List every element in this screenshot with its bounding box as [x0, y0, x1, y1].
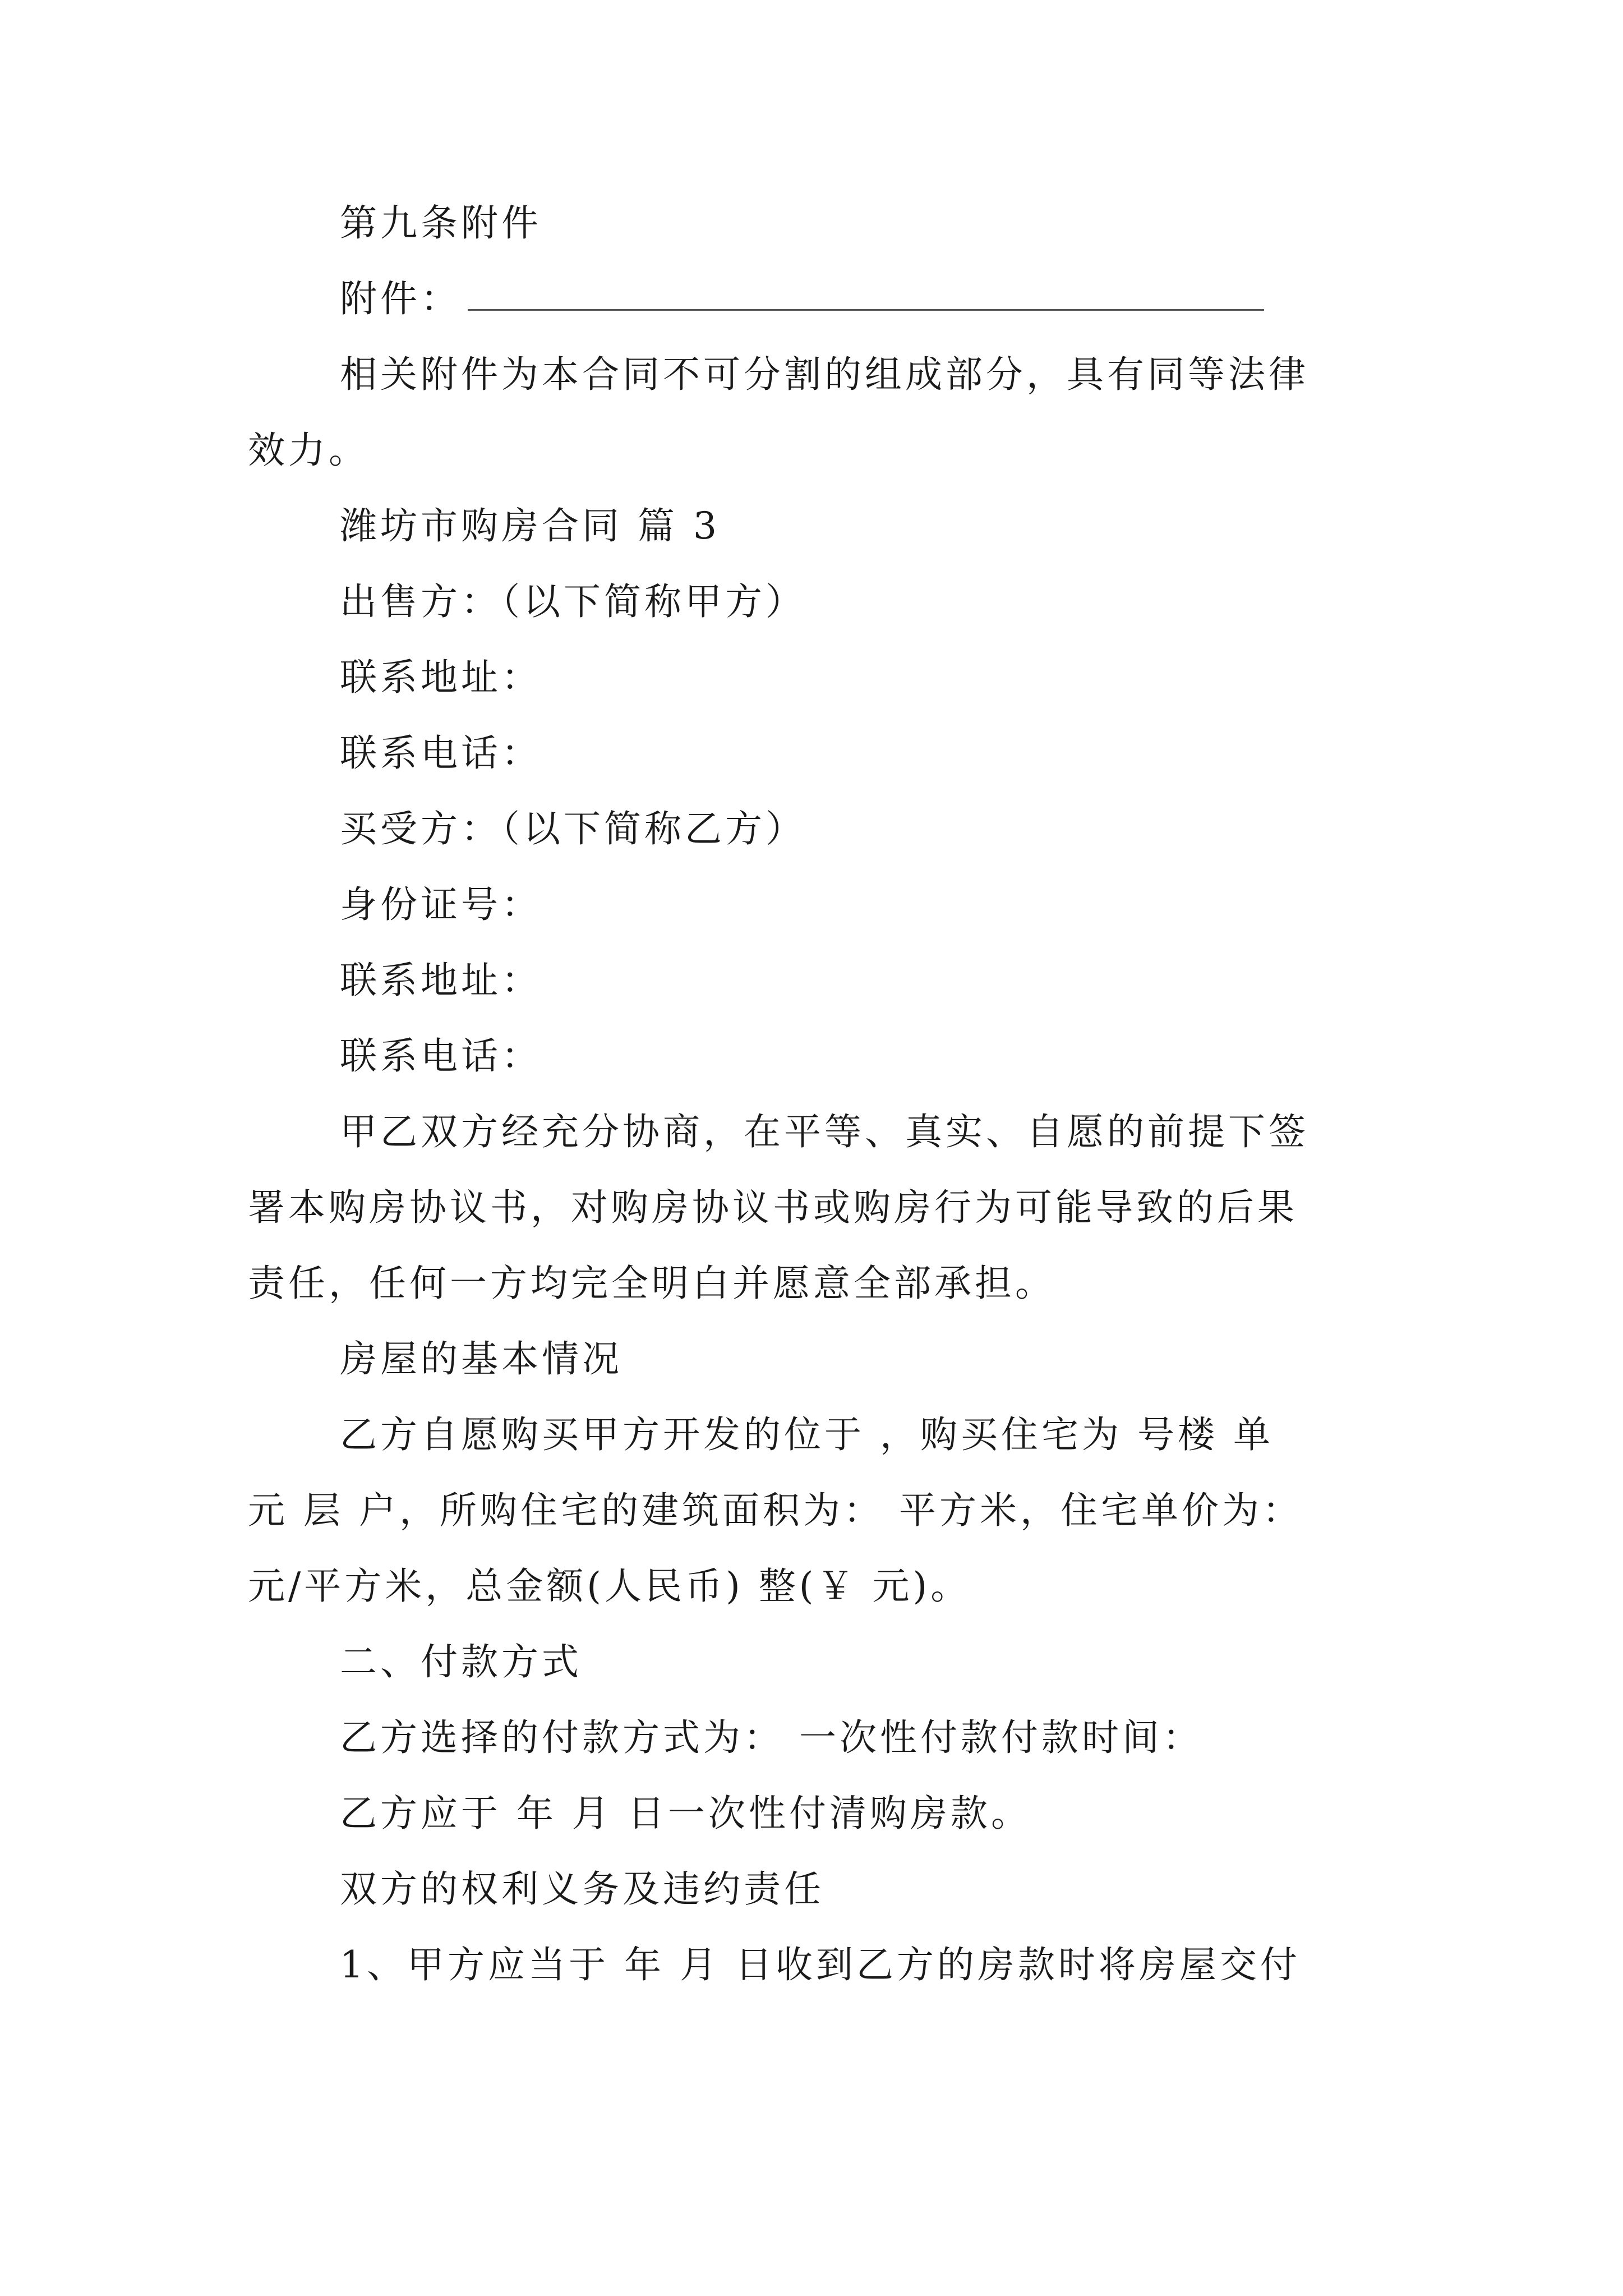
buyer-id-label: 身份证号：	[340, 883, 542, 926]
intro-line-2: 署本购房协议书，对购房协议书或购房行为可能导致的后果	[248, 1186, 1298, 1229]
payment-line-2: 乙方应于 年 月 日一次性付清购房款。	[340, 1792, 1031, 1835]
attachment-row	[248, 261, 1386, 337]
buyer-phone-label: 联系电话：	[340, 1034, 542, 1078]
payment-line-1: 乙方选择的付款方式为： 一次性付款付款时间：	[340, 1716, 1203, 1759]
seller-label: 出售方：（以下简称甲方）	[340, 580, 806, 623]
contract-title: 潍坊市购房合同 篇 3	[340, 504, 720, 547]
buyer-address-label: 联系地址：	[340, 959, 542, 1002]
attachment-blank-line	[468, 309, 1264, 311]
rights-item-1: 1、甲方应当于 年 月 日收到乙方的房款时将房屋交付	[340, 1943, 1301, 1986]
intro-line-3: 责任，任何一方均完全明白并愿意全部承担。	[248, 1262, 1055, 1305]
attachment-label: 附件：	[340, 277, 461, 320]
seller-phone-label: 联系电话：	[340, 731, 542, 775]
buyer-label: 买受方：（以下简称乙方）	[340, 807, 806, 850]
house-info-line-2: 元 层 户，所购住宅的建筑面积为： 平方米，住宅单价为：	[248, 1489, 1303, 1532]
section-ninth-title: 第九条附件	[340, 201, 542, 245]
document-body	[248, 185, 1386, 2003]
attachment-note-line-1: 相关附件为本合同不可分割的组成部分，具有同等法律	[340, 353, 1309, 396]
payment-heading: 二、付款方式	[340, 1640, 582, 1683]
attachment-note-line-2: 效力。	[248, 429, 369, 472]
rights-heading: 双方的权利义务及违约责任	[340, 1867, 824, 1911]
house-info-line-3: 元/平方米，总金额(人民币) 整(￥ 元)。	[248, 1565, 971, 1608]
house-info-heading: 房屋的基本情况	[340, 1337, 623, 1381]
intro-line-1: 甲乙双方经充分协商，在平等、真实、自愿的前提下签	[340, 1110, 1309, 1153]
house-info-line-1: 乙方自愿购买甲方开发的位于 ，购买住宅为 号楼 单	[340, 1413, 1274, 1456]
seller-address-label: 联系地址：	[340, 656, 542, 699]
